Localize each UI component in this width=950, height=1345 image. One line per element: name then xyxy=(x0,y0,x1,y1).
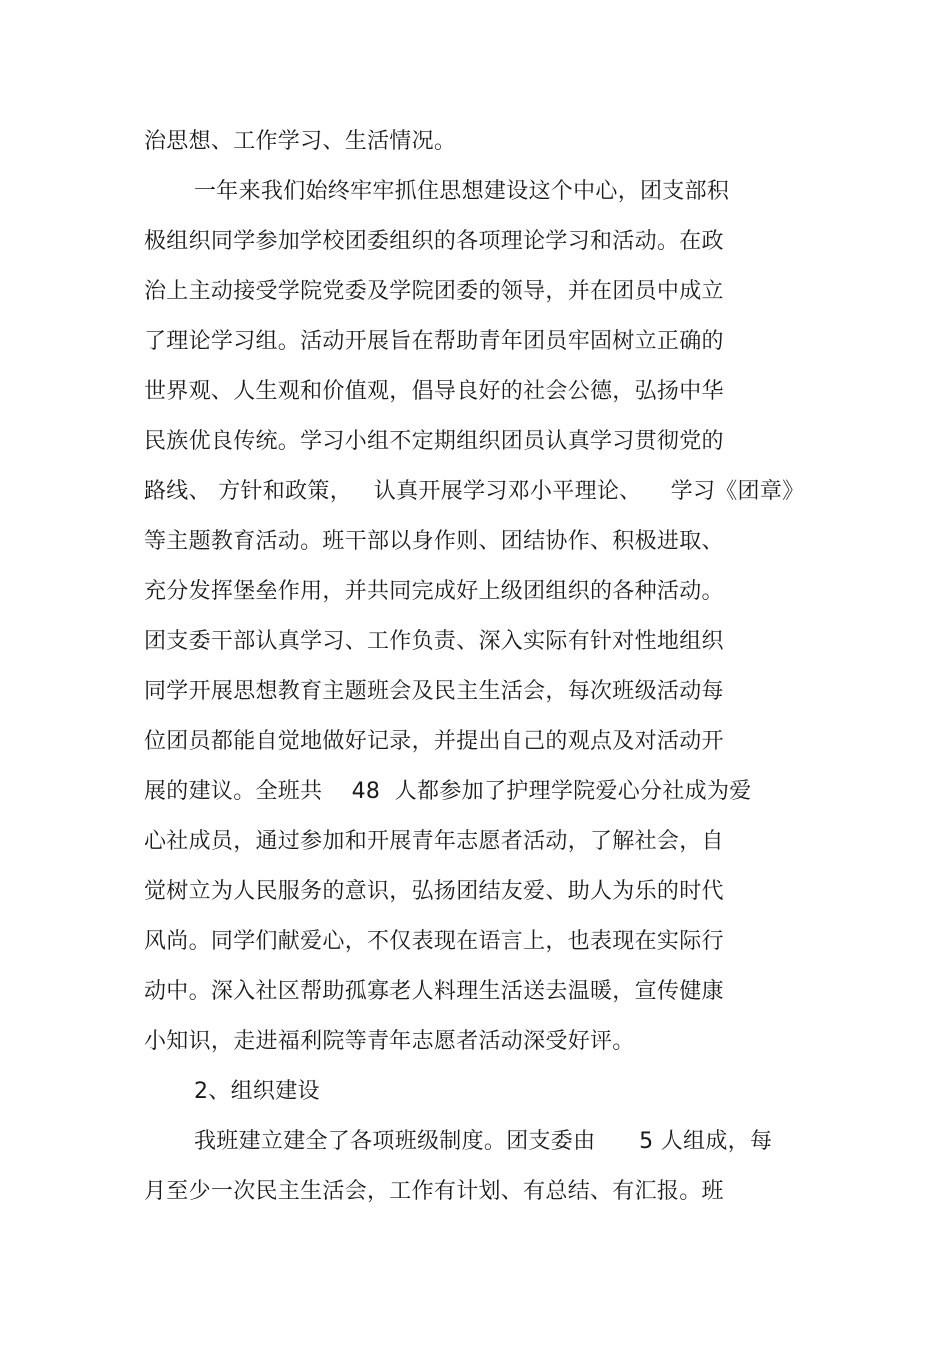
text-line: 风尚。同学们献爱心，不仅表现在语言上，也表现在实际行 xyxy=(144,929,724,954)
text-line: 展的建议。全班共 48 人都参加了护理学院爱心分社成为爱 xyxy=(144,779,752,804)
text-line: 动中。深入社区帮助孤寡老人料理生活送去温暖，宣传健康 xyxy=(144,979,724,1004)
text-line: 世界观、人生观和价值观，倡导良好的社会公德，弘扬中华 xyxy=(144,379,724,404)
text-line: 觉树立为人民服务的意识，弘扬团结友爱、助人为乐的时代 xyxy=(144,879,724,904)
section-heading: 2、组织建设 xyxy=(194,1079,320,1104)
text-line: 民族优良传统。学习小组不定期组织团员认真学习贯彻党的 xyxy=(144,429,724,454)
text-line: 治上主动接受学院党委及学院团委的领导，并在团员中成立 xyxy=(144,279,724,304)
text-line: 路线、 方针和政策， 认真开展学习邓小平理论、 学习《团章》 xyxy=(144,479,805,504)
text-line: 等主题教育活动。班干部以身作则、团结协作、积极进取、 xyxy=(144,529,724,554)
paragraph-start-line: 我班建立建全了各项班级制度。团支委由 5 人组成，每 xyxy=(194,1129,773,1154)
text-line: 治思想、工作学习、生活情况。 xyxy=(144,129,457,154)
text-line: 极组织同学参加学校团委组织的各项理论学习和活动。在政 xyxy=(144,229,724,254)
text-line: 月至少一次民主生活会，工作有计划、有总结、有汇报。班 xyxy=(144,1179,724,1204)
text-line: 同学开展思想教育主题班会及民主生活会，每次班级活动每 xyxy=(144,679,724,704)
text-line: 位团员都能自觉地做好记录，并提出自己的观点及对活动开 xyxy=(144,729,724,754)
text-line: 了理论学习组。活动开展旨在帮助青年团员牢固树立正确的 xyxy=(144,329,724,354)
text-line: 小知识，走进福利院等青年志愿者活动深受好评。 xyxy=(144,1029,635,1054)
text-line: 充分发挥堡垒作用，并共同完成好上级团组织的各种活动。 xyxy=(144,579,724,604)
text-line: 心社成员，通过参加和开展青年志愿者活动，了解社会，自 xyxy=(144,829,724,854)
text-line: 团支委干部认真学习、工作负责、深入实际有针对性地组织 xyxy=(144,629,724,654)
paragraph-start-line: 一年来我们始终牢牢抓住思想建设这个中心，团支部积 xyxy=(194,179,730,204)
